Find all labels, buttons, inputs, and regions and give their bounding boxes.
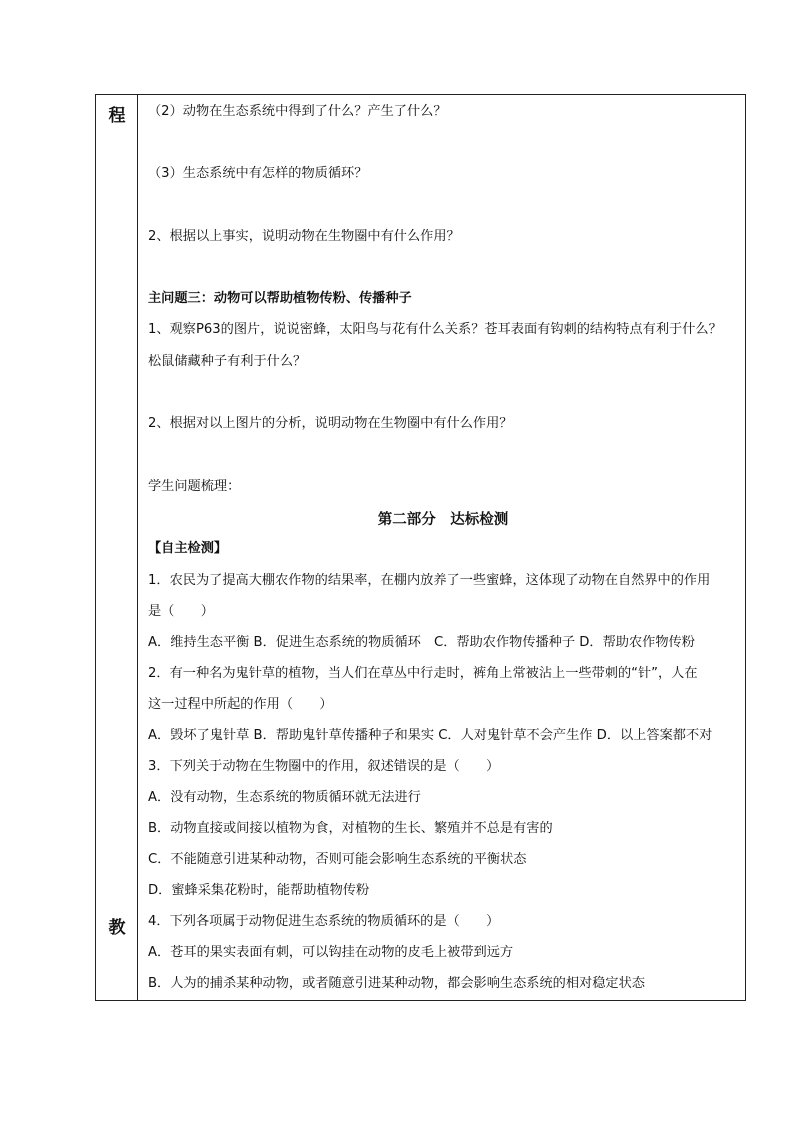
test-q3-option-c: C．不能随意引进某种动物，否则可能会影响生态系统的平衡状态	[148, 852, 527, 867]
content-cell	[148, 95, 738, 1000]
test-q1-line2: 是（ ）	[148, 604, 214, 619]
test-q1-options: A．维持生态平衡 B．促进生态系统的物质循环 C．帮助农作物传播种子 D．帮助农作物传粉	[148, 635, 695, 650]
side-label-column	[96, 95, 138, 1000]
test-q3-option-d: D．蜜蜂采集花粉时，能帮助植物传粉	[148, 883, 370, 898]
test-q2-options: A．毁坏了鬼针草 B．帮助鬼针草传播种子和果实 C．人对鬼针草不会产生作 D．以上答案都不对	[148, 728, 713, 743]
question-2: 2、根据以上事实，说明动物在生物圈中有什么作用？	[148, 229, 460, 244]
student-summary-label: 学生问题梳理：	[148, 479, 241, 494]
test-q4-option-a: A．苍耳的果实表面有刺，可以钩挂在动物的皮毛上被带到远方	[148, 945, 514, 960]
test-q3-stem: 3．下列关于动物在生物圈中的作用，叙述错误的是（ ）	[148, 759, 500, 774]
test-q2-line1: 2．有一种名为鬼针草的植物，当人们在草丛中行走时，裤角上常被沾上一些带刺的“针”，人在	[148, 666, 698, 681]
self-test-heading: 【自主检测】	[148, 541, 228, 556]
test-q4-stem: 4．下列各项属于动物促进生态系统的物质循环的是（ ）	[148, 914, 500, 929]
question-3-1-line1: 1、观察P63的图片，说说密蜂，太阳鸟与花有什么关系？苍耳表面有钩刺的结构特点有利于什么？	[148, 322, 722, 337]
test-q4-option-b: B．人为的捕杀某种动物，或者随意引进某种动物，都会影响生态系统的相对稳定状态	[148, 976, 645, 991]
question-2-2: （2）动物在生态系统中得到了什么？产生了什么？	[148, 104, 447, 119]
side-label-bottom: 教	[108, 918, 126, 938]
test-q3-option-a: A．没有动物，生态系统的物质循环就无法进行	[148, 790, 421, 805]
test-q1-line1: 1．农民为了提高大棚农作物的结果率，在棚内放养了一些蜜蜂，这体现了动物在自然界中的作用	[148, 573, 711, 588]
question-2-3: （3）生态系统中有怎样的物质循环？	[148, 166, 368, 181]
test-q3-option-b: B．动物直接或间接以植物为食，对植物的生长、繁殖并不总是有害的	[148, 821, 553, 836]
test-q2-line2: 这一过程中所起的作用（ ）	[148, 697, 333, 712]
section-title: 第二部分 达标检测	[377, 512, 509, 528]
main-question-3-heading: 主问题三：动物可以帮助植物传粉、传播种子	[148, 291, 412, 306]
question-3-1-line2: 松鼠储藏种子有利于什么？	[148, 354, 307, 369]
question-3-2: 2、根据对以上图片的分析，说明动物在生物圈中有什么作用？	[148, 416, 513, 431]
lesson-table	[95, 94, 746, 1001]
side-label-top: 程	[108, 106, 126, 126]
